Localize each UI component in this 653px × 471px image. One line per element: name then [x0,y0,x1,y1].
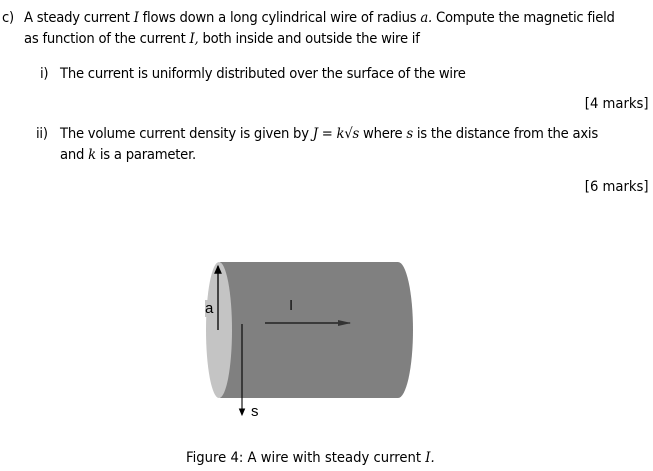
figure-caption-variable: I. [425,450,435,466]
current-density-formula: J = k√s [312,126,360,142]
part-ii-text-post: is the distance from the axis [416,126,598,142]
part-ii-line2-post: is a parameter. [99,147,197,163]
part-ii-text-pre: The volume current density is given by [60,126,309,142]
part-i-text: The current is uniformly distributed over the surface of the wire [60,66,466,82]
part-ii-text-mid: where [363,126,403,142]
figure-caption [186,450,435,466]
current-variable-2: I, [189,31,199,47]
question-line1-pre: A steady current [24,10,130,26]
question-label: c) [2,10,14,26]
question-line2-pre: as function of the current [24,31,186,47]
part-i-marks: [4 marks] [585,96,649,112]
parameter-variable: k [88,147,96,163]
part-i-label: i) [40,66,49,82]
part-ii-label: ii) [36,126,48,142]
part-ii-line2-pre: and [60,147,85,163]
question-line1-post: Compute the magnetic field [435,10,615,26]
current-variable: I [133,10,139,26]
cylinder-end-face [206,262,232,398]
radius-variable: a. [420,10,433,26]
part-ii-marks: [6 marks] [585,179,649,195]
radius-label: a [205,300,214,317]
figure-caption-text: Figure 4: A wire with steady current [186,450,422,466]
question-line1-mid: flows down a long cylindrical wire of radius [142,10,417,26]
s-label: s [251,403,259,420]
distance-variable: s [406,126,413,142]
current-label: I [289,297,294,314]
question-line2-post: both inside and outside the wire if [202,31,420,47]
cylinder-body [220,262,413,398]
